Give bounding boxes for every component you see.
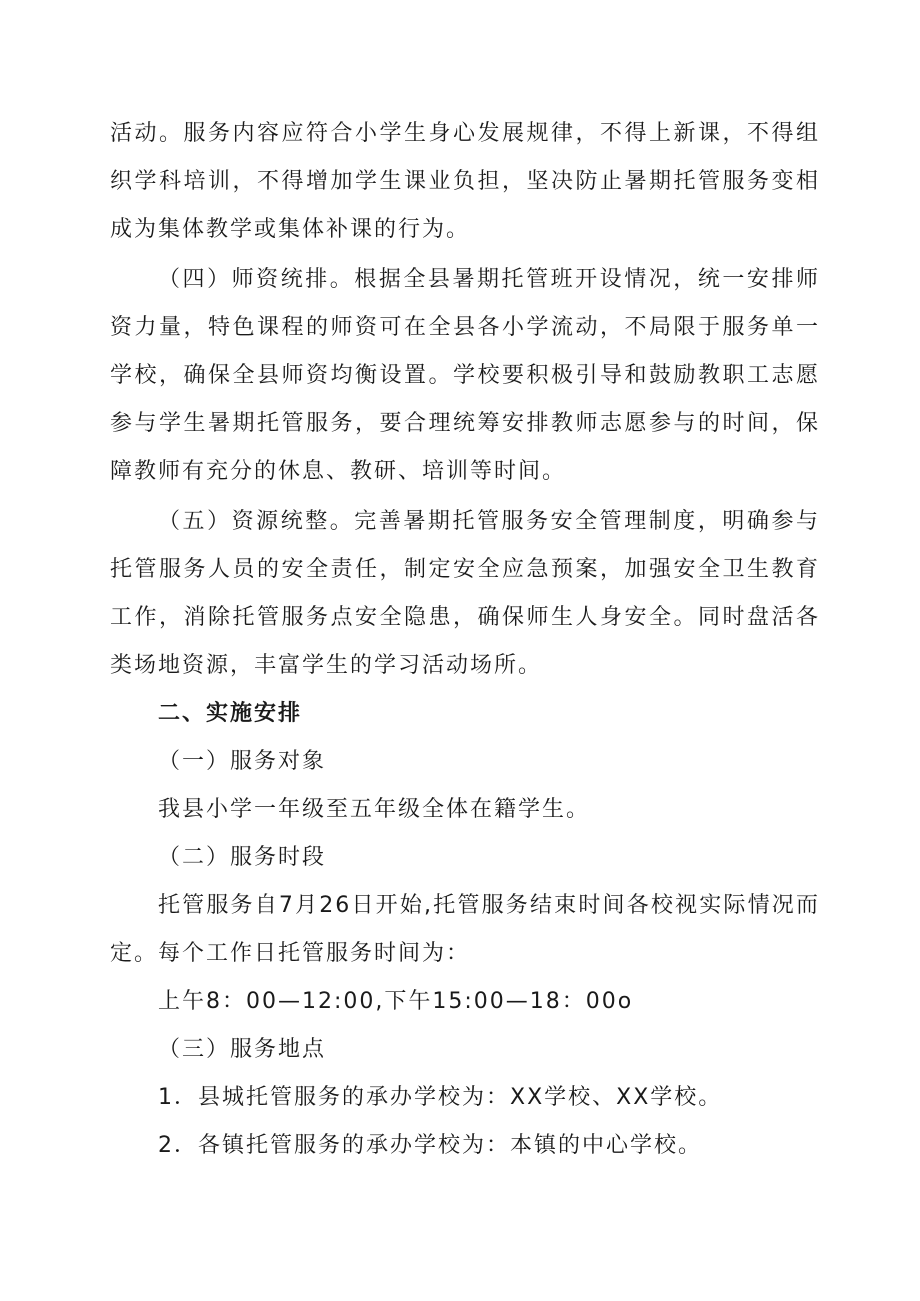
document-page xyxy=(110,110,820,1170)
paragraph-service-target: 我县小学一年级至五年级全体在籍学生。 xyxy=(158,797,591,822)
subheading-service-period: （二）服务时段 xyxy=(158,845,327,870)
list-item-county-schools: 1．县城托管服务的承办学校为：XX学校、XX学校。 xyxy=(158,1085,723,1110)
paragraph-activity: 活动。服务内容应符合小学生身心发展规律，不得上新课，不得组织学科培训，不得增加学生课业负担，坚决防止暑期托管服务变相成为集体教学或集体补课的行为。 xyxy=(110,121,820,242)
list-item-town-schools: 2．各镇托管服务的承办学校为：本镇的中心学校。 xyxy=(158,1133,702,1158)
paragraph-teacher-arrangement: （四）师资统排。根据全县暑期托管班开设情况，统一安排师资力量，特色课程的师资可在全县各小学流动，不局限于服务单一学校，确保全县师资均衡设置。学校要积极引导和鼓励教职工志愿参与学生暑期托管服务，要合理统筹安排教师志愿参与的时间，保障教师有充分的休息、教研、培训等时间。 xyxy=(110,267,820,484)
subheading-service-target: （一）服务对象 xyxy=(158,749,327,774)
section-heading-implementation: 二、实施安排 xyxy=(158,701,303,726)
paragraph-resource-integration: （五）资源统整。完善暑期托管服务安全管理制度，明确参与托管服务人员的安全责任，制定安全应急预案，加强安全卫生教育工作，消除托管服务点安全隐患，确保师生人身安全。同时盘活各类场地资源，丰富学生的学习活动场所。 xyxy=(110,509,820,678)
paragraph-service-hours: 上午8：00—12:00,下午15:00—18：00o xyxy=(158,989,634,1014)
paragraph-service-period: 托管服务自7月26日开始,托管服务结束时间各校视实际情况而定。每个工作日托管服务时间为： xyxy=(110,893,820,966)
subheading-service-location: （三）服务地点 xyxy=(158,1037,327,1062)
